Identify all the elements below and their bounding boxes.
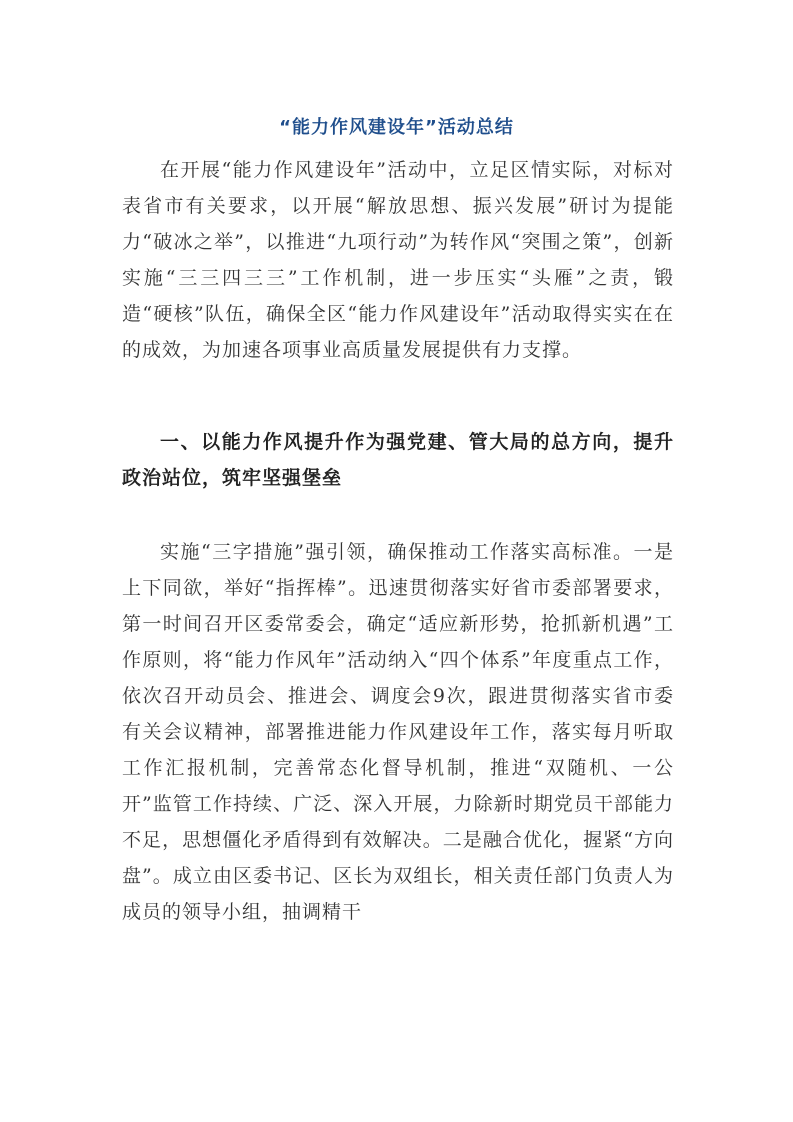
intro-paragraph: 在开展“能力作风建设年”活动中，立足区情实际，对标对表省市有关要求，以开展“解放思想、振兴发展”研讨为提能力“破冰之举”，以推进“九项行动”为转作风“突围之策”，创新实施“三三四三三”工作机制，进一步压实“头雁”之责，锻造“硬核”队伍，确保全区“能力作风建设年”活动取得实实在在的成效，为加速各项事业高质量发展提供有力支撑。 bbox=[122, 159, 674, 361]
section-heading: 一、以能力作风提升作为强党建、管大局的总方向，提升政治站位，筑牢坚强堡垒 bbox=[122, 431, 674, 489]
section-paragraph: 实施“三字措施”强引领，确保推动工作落实高标准。一是上下同欲，举好“指挥棒”。迅速贯彻落实好省市委部署要求，第一时间召开区委常委会，确定“适应新形势，抢抓新机遇”工作原则，将“能力作风年”活动纳入“四个体系”年度重点工作，依次召开动员会、推进会、调度会9次，跟进贯彻落实省市委有关会议精神，部署推进能力作风建设年工作，落实每月听取工作汇报机制，完善常态化督导机制，推进“双随机、一公开”监管工作持续、广泛、深入开展，力除新时期党员干部能力不足，思想僵化矛盾得到有效解决。二是融合优化，握紧“方向盘”。成立由区委书记、区长为双组长，相关责任部门负责人为成员的领导小组，抽调精干 bbox=[122, 541, 674, 923]
document-title: “能力作风建设年”活动总结 bbox=[279, 117, 514, 139]
